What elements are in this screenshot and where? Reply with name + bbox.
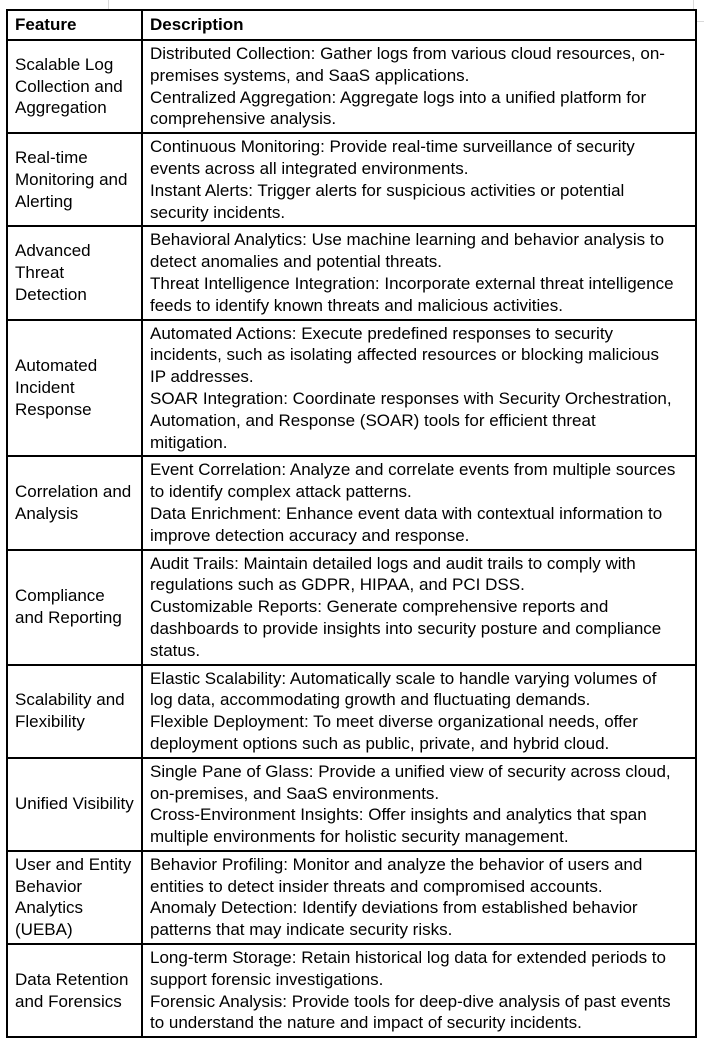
description-paragraph: Automated Actions: Execute predefined responses to security incidents, such as isolating affected resources or blocking malicious IP addresses.: [150, 323, 660, 387]
description-cell: [142, 456, 696, 549]
table-row: [7, 851, 696, 944]
feature-cell: Automated Incident Response: [7, 320, 142, 457]
column-header-feature: Feature: [7, 10, 142, 40]
feature-cell: Unified Visibility: [7, 758, 142, 851]
gridline-fragment: [697, 21, 704, 22]
table-row: [7, 40, 696, 133]
column-header-description: Description: [142, 10, 696, 40]
description-cell: [142, 665, 696, 758]
feature-cell: User and Entity Behavior Analytics (UEBA): [7, 851, 142, 944]
description-cell: [142, 320, 696, 457]
table-body: [7, 40, 696, 1037]
description-cell: [142, 40, 696, 133]
description-paragraph: Data Enrichment: Enhance event data with contextual information to improve detection accuracy and response.: [150, 503, 663, 545]
description-paragraph: SOAR Integration: Coordinate responses with Security Orchestration, Automation, and Response (SOAR) tools for efficient threat mitigation.: [150, 388, 672, 452]
description-paragraph: Behavioral Analytics: Use machine learning and behavior analysis to detect anomalies and potential threats.: [150, 230, 665, 272]
description-paragraph: Continuous Monitoring: Provide real-time surveillance of security events across all integrated environments.: [150, 137, 635, 178]
feature-cell: Compliance and Reporting: [7, 550, 142, 665]
feature-cell: Advanced Threat Detection: [7, 226, 142, 319]
description-cell: [142, 944, 696, 1037]
table-row: [7, 550, 696, 665]
table-row: [7, 665, 696, 758]
feature-table: [6, 9, 697, 1038]
description-paragraph: Centralized Aggregation: Aggregate logs into a unified platform for comprehensive analysis.: [150, 87, 647, 129]
description-paragraph: Long-term Storage: Retain historical log data for extended periods to support forensic investigations.: [150, 948, 666, 989]
description-paragraph: Customizable Reports: Generate comprehensive reports and dashboards to provide insights into security posture and compliance status.: [150, 597, 662, 660]
description-cell: [142, 550, 696, 665]
feature-cell: Scalable Log Collection and Aggregation: [7, 40, 142, 133]
description-paragraph: Event Correlation: Analyze and correlate events from multiple sources to identify complex attack patterns.: [150, 460, 676, 502]
description-paragraph: Instant Alerts: Trigger alerts for suspicious activities or potential security incidents.: [150, 180, 625, 222]
table-row: [7, 758, 696, 851]
description-cell: [142, 851, 696, 944]
description-paragraph: Forensic Analysis: Provide tools for deep-dive analysis of past events to understand the nature and impact of security incidents.: [150, 991, 671, 1033]
table-row: [7, 456, 696, 549]
description-paragraph: Elastic Scalability: Automatically scale to handle varying volumes of log data, accommodating growth and fluctuating demands.: [150, 668, 657, 710]
feature-cell: Data Retention and Forensics: [7, 944, 142, 1037]
description-cell: [142, 133, 696, 226]
description-paragraph: Behavior Profiling: Monitor and analyze the behavior of users and entities to detect insider threats and compromised accounts.: [150, 854, 643, 896]
feature-cell: Real-time Monitoring and Alerting: [7, 133, 142, 226]
description-paragraph: Single Pane of Glass: Provide a unified view of security across cloud, on-premises, and SaaS environments.: [150, 761, 671, 803]
description-cell: [142, 758, 696, 851]
header-row: [7, 10, 696, 40]
description-paragraph: Distributed Collection: Gather logs from various cloud resources, on-premises systems, and SaaS applications.: [150, 44, 665, 85]
feature-cell: Scalability and Flexibility: [7, 665, 142, 758]
description-paragraph: Cross-Environment Insights: Offer insights and analytics that span multiple environments for holistic security management.: [150, 805, 647, 847]
description-paragraph: Anomaly Detection: Identify deviations from established behavior patterns that may indicate security risks.: [150, 898, 638, 940]
table-row: [7, 944, 696, 1037]
feature-cell: Correlation and Analysis: [7, 456, 142, 549]
description-paragraph: Threat Intelligence Integration: Incorporate external threat intelligence feeds to identify known threats and malicious activities.: [150, 273, 674, 315]
table-row: [7, 226, 696, 319]
description-paragraph: Audit Trails: Maintain detailed logs and audit trails to comply with regulations such as GDPR, HIPAA, and PCI DSS.: [150, 553, 636, 595]
description-cell: [142, 226, 696, 319]
table-row: [7, 133, 696, 226]
table-row: [7, 320, 696, 457]
description-paragraph: Flexible Deployment: To meet diverse organizational needs, offer deployment options such as public, private, and hybrid cloud.: [150, 712, 638, 753]
